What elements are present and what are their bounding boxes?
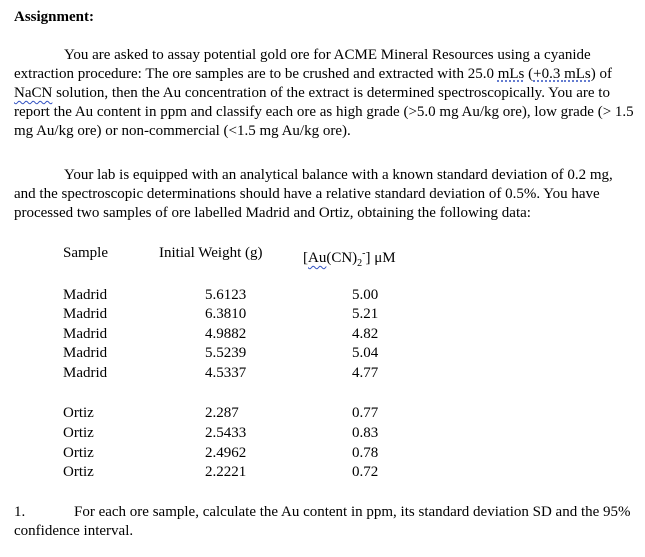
table-row: Ortiz bbox=[63, 405, 94, 421]
weight-cell: 2.2221 bbox=[205, 464, 247, 480]
conc-cell: 5.00 bbox=[352, 287, 379, 303]
table-row: Ortiz bbox=[63, 425, 94, 441]
unit-mls-2: mLs bbox=[564, 66, 591, 82]
conc-cell: 0.72 bbox=[352, 464, 379, 480]
conc-cell: 0.83 bbox=[352, 425, 379, 441]
lab-text: Your lab is equipped with an analytical balance with a known standard deviation of 0.2 mg, and the spectroscopic determinations should have a relative standard deviation of 0.5%. You have processed two samples of ore labelled Madrid and Ortiz, obtaining the following data: bbox=[14, 167, 613, 221]
table-row: Madrid bbox=[63, 306, 108, 322]
question-1 bbox=[14, 503, 636, 541]
assignment-title: Assignment: bbox=[14, 9, 95, 25]
weight-cell: 5.6123 bbox=[205, 287, 247, 303]
intro-text-a: You are asked to assay potential gold ore for ACME Mineral Resources using a cyanide extraction procedure: The ore samples are to be crushed and extracted with 25.0 bbox=[14, 47, 591, 82]
table-row: Ortiz bbox=[63, 445, 94, 461]
table-row: Madrid bbox=[63, 345, 108, 361]
conc-cell: 0.77 bbox=[352, 405, 379, 421]
intro-paragraph bbox=[14, 46, 636, 141]
conc-cell: 0.78 bbox=[352, 445, 379, 461]
table-row: Ortiz bbox=[63, 464, 94, 480]
conc-cell: 5.04 bbox=[352, 345, 379, 361]
lab-paragraph bbox=[14, 166, 636, 223]
conc-cell: 5.21 bbox=[352, 306, 379, 322]
table-row: Madrid bbox=[63, 287, 108, 303]
table-row: Madrid bbox=[63, 365, 108, 381]
weight-cell: 5.5239 bbox=[205, 345, 247, 361]
weight-cell: 2.5433 bbox=[205, 425, 247, 441]
weight-cell: 4.9882 bbox=[205, 326, 247, 342]
question-text: For each ore sample, calculate the Au content in ppm, its standard deviation SD and the 95% confidence interval. bbox=[14, 504, 631, 539]
plus-minus: +0.3 bbox=[533, 66, 565, 82]
nacn-term: NaCN bbox=[14, 85, 53, 101]
weight-cell: 2.4962 bbox=[205, 445, 247, 461]
unit-mls: mLs bbox=[497, 66, 525, 82]
intro-text-b: ( bbox=[524, 66, 534, 82]
header-sample: Sample bbox=[63, 245, 108, 261]
conc-cell: 4.82 bbox=[352, 326, 379, 342]
header-initial-weight: Initial Weight (g) bbox=[159, 245, 263, 261]
intro-text-d: solution, then the Au concentration of the extract is determined spectroscopically. You are to report the Au content in ppm and classify each ore as high grade (>5.0 mg Au/kg ore), low grade (> 1.5 mg Au/kg ore) or non-commercial (<1.5 mg Au/kg ore). bbox=[14, 85, 634, 139]
header-concentration: $[Au(CN)_2^-]$ μM bbox=[303, 248, 396, 269]
weight-cell: 6.3810 bbox=[205, 306, 247, 322]
weight-cell: 4.5337 bbox=[205, 365, 247, 381]
table-row: Madrid bbox=[63, 326, 108, 342]
weight-cell: 2.287 bbox=[205, 405, 239, 421]
conc-cell: 4.77 bbox=[352, 365, 379, 381]
question-number: 1. bbox=[14, 504, 26, 520]
intro-text-c: ) of bbox=[590, 66, 613, 82]
